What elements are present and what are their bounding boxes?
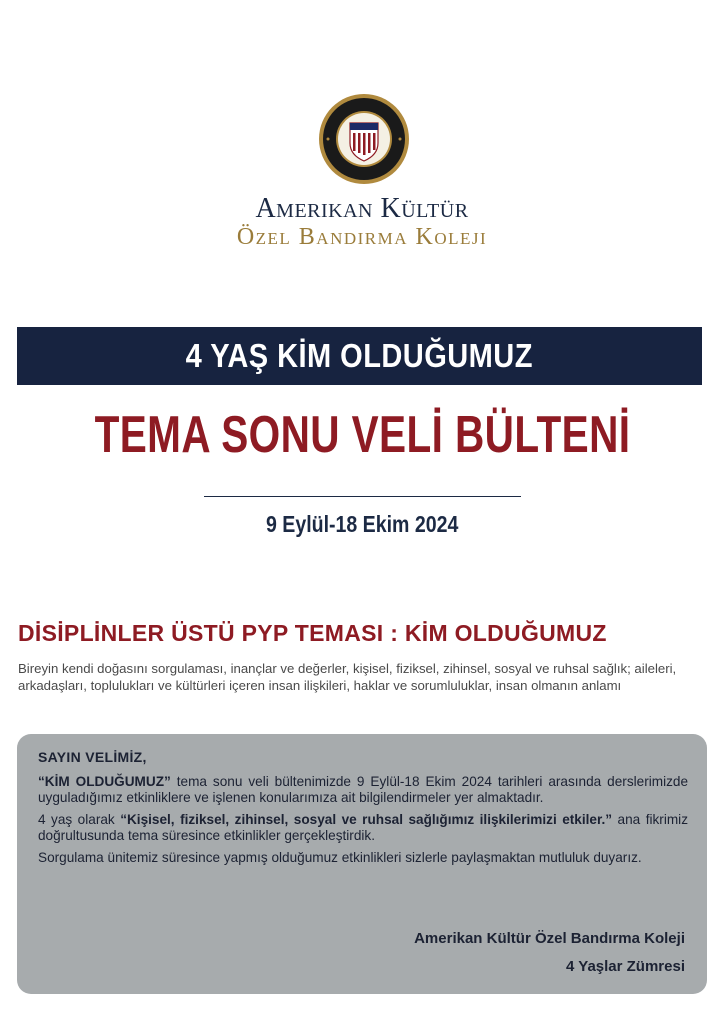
bulletin-title-text: TEMA SONU VELİ BÜLTENİ bbox=[94, 406, 630, 464]
letter-body bbox=[38, 749, 688, 872]
letter-paragraph-2-start: 4 yaş olarak bbox=[38, 812, 121, 827]
letter-paragraph-3: Sorgulama ünitemiz süresince yapmış olduğumuz etkinlikleri sizlerle paylaşmaktan mutluluk duyarız. bbox=[38, 850, 642, 865]
letter-paragraph-2 bbox=[38, 812, 688, 844]
divider bbox=[204, 496, 521, 497]
pyp-theme-heading: DİSİPLİNLER ÜSTÜ PYP TEMASI : KİM OLDUĞUMUZ bbox=[18, 620, 607, 646]
signature-group: 4 Yaşlar Zümresi bbox=[566, 958, 685, 975]
letter-greeting: SAYIN VELİMİZ, bbox=[38, 749, 147, 765]
parent-letter-card bbox=[17, 734, 707, 994]
pyp-theme-description: Bireyin kendi doğasını sorgulaması, inançlar ve değerler, kişisel, fiziksel, zihinsel, sosyal ve ruhsal sağlık; aileleri, arkadaşları, toplulukları ve kültürleri içeren insan ilişkileri, haklar ve sorumluluklar, insan olmanın anlamı bbox=[18, 661, 677, 693]
theme-banner bbox=[17, 327, 702, 385]
signature-school: Amerikan Kültür Özel Bandırma Koleji bbox=[414, 930, 685, 947]
bulletin-title bbox=[0, 405, 724, 465]
theme-banner-text: 4 YAŞ KİM OLDUĞUMUZ bbox=[185, 337, 534, 374]
school-seal-logo bbox=[318, 93, 410, 185]
letter-paragraph-2-rest: ana fikrimiz doğrultusunda tema süresince etkinlikler gerçekleştirdik. bbox=[38, 812, 688, 843]
letter-paragraph-1-text: tema sonu veli bültenimizde 9 Eylül-18 Ekim 2024 tarihleri arasında derslerimizde uyguladığımız etkinliklere ve işlenen konularımıza ait bilgilendirmeler yer almaktadır. bbox=[38, 774, 689, 805]
school-name-line2: Özel Bandırma Koleji bbox=[236, 224, 488, 250]
theme-name-quote: “KİM OLDUĞUMUZ” bbox=[38, 774, 171, 789]
letter-paragraph-1 bbox=[38, 774, 688, 806]
central-idea-quote: “Kişisel, fiziksel, zihinsel, sosyal ve ruhsal sağlığımız ilişkilerimizi etkiler.” bbox=[120, 812, 613, 827]
date-range-text: 9 Eylül-18 Ekim 2024 bbox=[265, 511, 459, 537]
school-name-line1: Amerikan Kültür bbox=[255, 193, 469, 224]
date-range bbox=[0, 511, 724, 538]
